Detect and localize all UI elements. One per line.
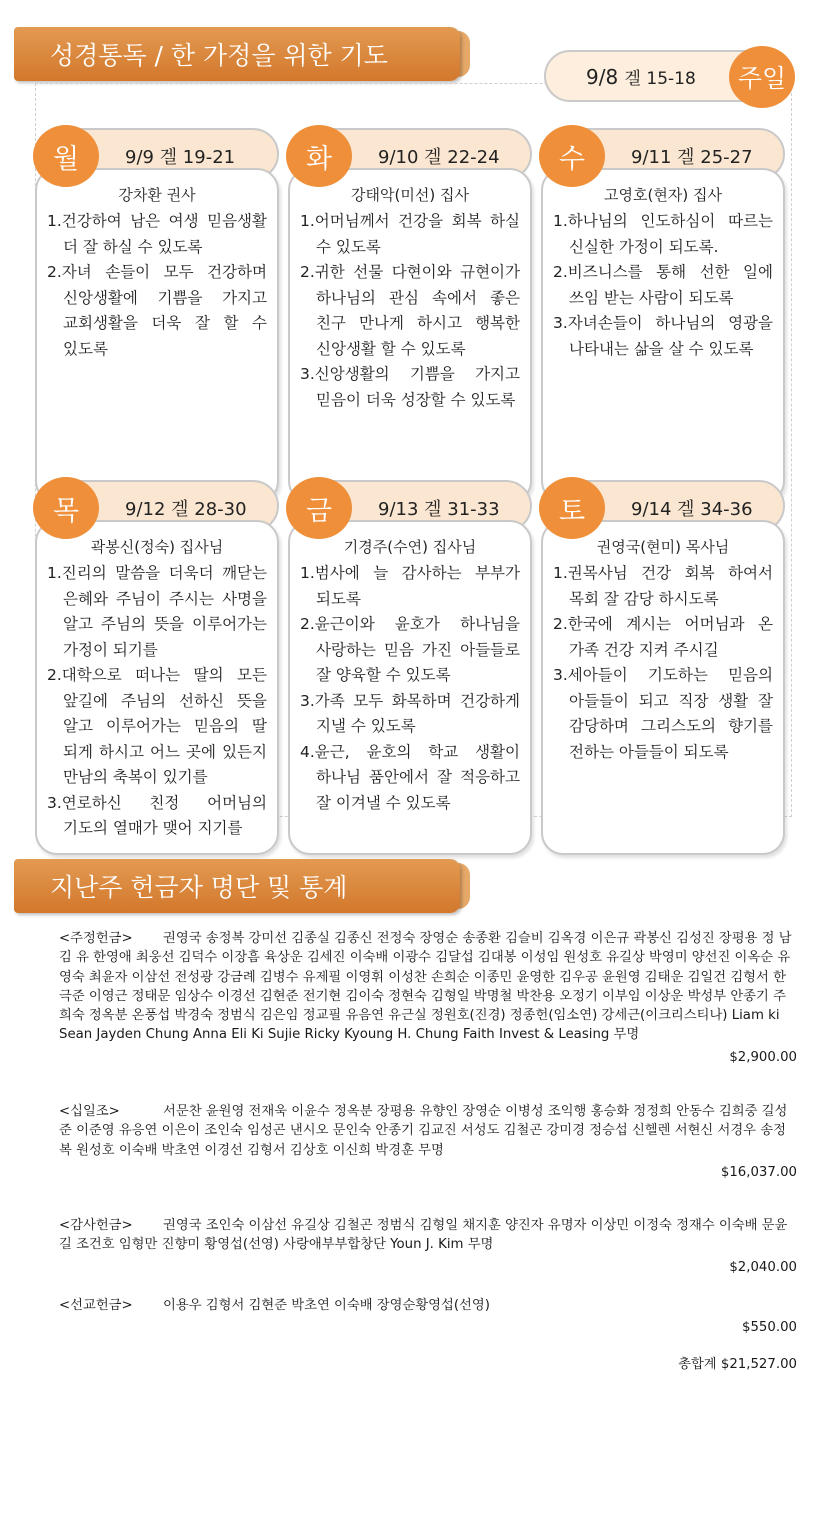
section-title-offerings: 지난주 헌금자 명단 및 통계 [14,859,460,913]
section-title-bible-prayer: 성경통독 / 한 가정을 위한 기도 [14,27,460,81]
prayer-item: 1.하나님의 인도하심이 따르는 신실한 가정이 되도록. [553,212,773,256]
sunday-reading [544,50,791,102]
prayer-card-body [288,168,532,503]
family-name: 곽봉신(정숙) 집사님 [90,538,224,556]
day-badge: 토 [539,477,605,539]
offering-names: <십일조> 서문찬 윤원영 전재욱 이윤수 정옥분 장평용 유향인 장영순 이병성 조익행 홍승화 정정희 안동수 김희중 길성준 이준영 유응연 이은이 조인숙 임성곤 낸시오 문인숙 안종기 김교진 서성도 김철곤 강미경 정승섭 신헬렌 서현신 서경우 송정복 원성호 이숙배 박초연 이경선 김형서 김상호 이신희 박경훈 무명 [59,1104,788,1158]
offering-amount: $2,900.00 [729,1049,797,1065]
prayer-item: 2.귀한 선물 다현이와 규현이가 하나님의 관심 속에서 좋은 친구 만나게 하시고 행복한 신앙생활 할 수 있도록 [300,263,520,358]
prayer-item: 1.권목사님 건강 회복 하여서 목회 잘 감당 하시도록 [553,564,773,608]
family-name: 기경주(수연) 집사님 [343,538,477,556]
offering-label: <주정헌금> [59,931,133,946]
offering-names: <주정헌금> 권영국 송정복 강미선 김종실 김종신 전정숙 장영순 송종환 김슬비 김옥경 이은규 곽봉신 김성진 장평용 정 남 김 유 한영애 최웅선 김덕수 이장흠 육상운 김세진 이숙배 이광수 김달섭 김대봉 이성임 원성호 유길상 박영미 양선진 이옥순 유영숙 최윤자 이삼선 전성광 강금례 김병수 유제필 이영휘 이성찬 손희순 이종민 윤영한 김우공 윤원영 김태운 김일건 김형서 한극준 이영근 정태문 임상수 이경선 김현준 전기현 김이숙 정현숙 김형일 박명철 박찬용 오정기 이부임 이상운 박성부 안종기 주희숙 정옥분 온풍섭 박경숙 정범식 김은임 정교필 유음연 유근실 정원호(진경) 정종헌(임소연) 강세근(이크리스티나) Liam ki Sean Jayden Chung Anna Eli Ki Sujie Ricky Kyoung H. Chung Faith Invest & Leasing 무명 [59,931,792,1043]
prayer-item: 1.진리의 말씀을 더욱더 깨닫는 은혜와 주님이 주시는 사명을 알고 주님의 뜻을 이루어가는 가정이 되기를 [47,564,267,659]
prayer-card-body [541,520,785,855]
offering-group [59,929,797,1067]
prayer-item: 3.가족 모두 화목하며 건강하게 지낼 수 있도록 [300,691,520,735]
prayer-item: 1.어머님께서 건강을 회복 하실 수 있도록 [300,212,520,256]
offering-names: <선교헌금> 이용우 김형서 김현준 박초연 이숙배 장영순황영섭(선영) [59,1296,797,1315]
offering-group [59,1216,797,1277]
prayer-item: 3.연로하신 친정 어머님의 기도의 열매가 맺어 지기를 [47,793,267,837]
prayer-item: 3.신앙생활의 기쁨을 가지고 믿음이 더욱 성장할 수 있도록 [300,365,520,409]
sunday-ref: 9/8 겔 15-18 [586,65,696,89]
offering-amount: $550.00 [742,1320,797,1336]
prayer-item: 2.대학으로 떠나는 딸의 모든 앞길에 주님의 선하신 뜻을 알고 이루어가는 믿음의 딸 되게 하시고 어느 곳에 있든지 만남의 축복이 있기를 [47,666,267,786]
family-name: 강차환 권사 [118,186,196,204]
prayer-item: 4.윤근, 윤호의 학교 생활이 하나님 품안에서 잘 적응하고 잘 이겨낼 수 있도록 [300,742,520,812]
prayer-card-body [35,168,279,503]
reading-pill: 9/13 겔 31-33 [296,480,532,532]
day-badge: 화 [286,125,352,187]
reading-pill: 9/9 겔 19-21 [43,128,279,180]
offering-label: <십일조> [59,1104,120,1119]
offering-group [59,1296,797,1338]
offering-label: <선교헌금> [59,1298,133,1313]
prayer-item: 3.자녀손들이 하나님의 영광을 나타내는 삶을 살 수 있도록 [553,314,773,358]
offering-group [59,1102,797,1182]
day-badge: 목 [33,477,99,539]
offering-amount: $2,040.00 [729,1259,797,1275]
day-badge: 월 [33,125,99,187]
reading-pill: 9/10 겔 22-24 [296,128,532,180]
prayer-item: 1.건강하여 남은 여생 믿음생활 더 잘 하실 수 있도록 [47,212,267,256]
prayer-card-body [288,520,532,855]
day-badge: 금 [286,477,352,539]
reading-pill: 9/11 겔 25-27 [549,128,785,180]
offering-label: <감사헌금> [59,1218,133,1233]
prayer-item: 3.세아들이 기도하는 믿음의 아들들이 되고 직장 생활 잘 감당하며 그리스도의 향기를 전하는 아들들이 되도록 [553,666,773,761]
prayer-item: 2.자녀 손들이 모두 건강하며 신앙생활에 기쁨을 가지고 교회생활을 더욱 잘 할 수 있도록 [47,263,267,358]
family-name: 강태악(미선) 집사 [351,186,469,204]
prayer-item: 1.범사에 늘 감사하는 부부가 되도록 [300,564,520,608]
prayer-item: 2.비즈니스를 통해 선한 일에 쓰임 받는 사람이 되도록 [553,263,773,307]
reading-pill: 9/14 겔 34-36 [549,480,785,532]
day-badge: 수 [539,125,605,187]
prayer-item: 2.윤근이와 윤호가 하나님을 사랑하는 믿음 가진 아들들로 잘 양육할 수 있도록 [300,615,520,684]
family-name: 고영호(현자) 집사 [604,186,722,204]
reading-pill: 9/12 겔 28-30 [43,480,279,532]
offering-amount: $16,037.00 [720,1164,797,1180]
sunday-day-badge: 주일 [729,46,795,108]
offering-names: <감사헌금> 권영국 조인숙 이삼선 유길상 김철곤 정범식 김형일 채지훈 양진자 유명자 이상민 이정숙 정재수 이숙배 문윤길 조건호 임형만 진향미 황영섭(선영) 사랑애부부합창단 Youn J. Kim 무명 [59,1218,788,1253]
prayer-card-body [35,520,279,855]
prayer-item: 2.한국에 계시는 어머님과 온 가족 건강 지켜 주시길 [553,615,773,659]
prayer-card-body [541,168,785,503]
offering-total: 총합계 $21,527.00 [678,1357,797,1372]
family-name: 권영국(현미) 목사님 [596,538,730,556]
